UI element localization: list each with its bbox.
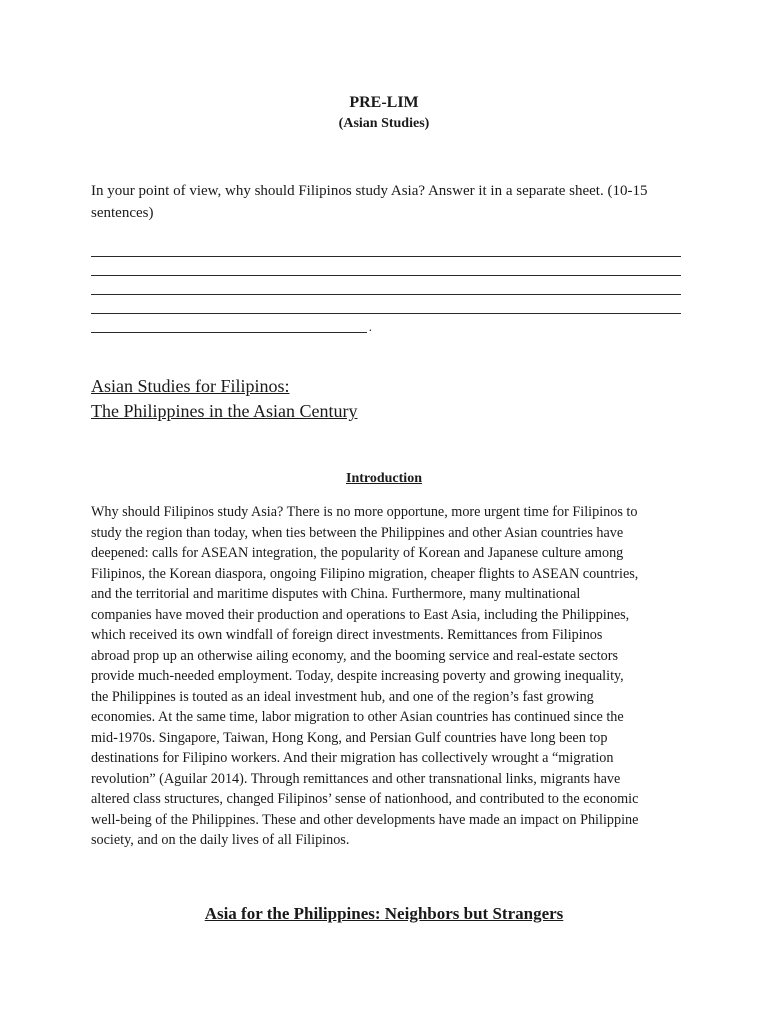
main-heading xyxy=(91,374,357,424)
paragraph-line: Why should Filipinos study Asia? There is no more opportune, more urgent time for Filipinos to xyxy=(91,504,638,520)
page-title: PRE-LIM xyxy=(349,94,419,111)
answer-line xyxy=(91,276,681,295)
answer-line xyxy=(91,257,681,276)
paragraph-line: Filipinos, the Korean diaspora, ongoing Filipino migration, cheaper flights to ASEAN countries, xyxy=(91,565,639,582)
answer-lines xyxy=(91,238,681,333)
paragraph-line: which received its own windfall of foreign direct investments. Remittances from Filipinos xyxy=(91,627,603,643)
paragraph-line: mid-1970s. Singapore, Taiwan, Hong Kong, and Persian Gulf countries have long been top xyxy=(91,729,608,746)
answer-line xyxy=(91,238,681,257)
answer-line xyxy=(91,314,367,333)
paragraph-line: society, and on the daily lives of all Filipinos. xyxy=(91,832,350,848)
exam-question: In your point of view, why should Filipinos study Asia? Answer it in a separate sheet. (10-15 sentences) xyxy=(91,183,648,221)
section-heading: Asia for the Philippines: Neighbors but Strangers xyxy=(204,904,564,923)
paragraph-line: provide much-needed employment. Today, despite increasing poverty and growing inequality, xyxy=(91,668,624,684)
paragraph-line: destinations for Filipino workers. And their migration has collectively wrought a “migration xyxy=(91,750,614,766)
introduction-paragraph xyxy=(91,502,676,851)
paragraph-line: abroad prop up an otherwise ailing economy, and the booming service and real-estate sectors xyxy=(91,647,618,664)
paragraph-line: deepened: calls for ASEAN integration, the popularity of Korean and Japanese culture among xyxy=(91,545,624,561)
answer-line xyxy=(91,295,681,314)
paragraph-line: revolution” (Aguilar 2014). Through remittances and other transnational links, migrants have xyxy=(91,770,621,787)
main-heading-line-1: Asian Studies for Filipinos: xyxy=(91,376,290,396)
paragraph-line: companies have moved their production and operations to East Asia, including the Philippines, xyxy=(91,606,630,623)
paragraph-line: the Philippines is touted as an ideal investment hub, and one of the region’s fast growing xyxy=(91,688,594,705)
paragraph-line: well-being of the Philippines. These and other developments have made an impact on Philippine xyxy=(91,811,639,828)
paragraph-line: and the territorial and maritime disputes with China. Furthermore, many multinational xyxy=(91,586,581,602)
page-subtitle: (Asian Studies) xyxy=(338,116,430,131)
main-heading-line-2: The Philippines in the Asian Century xyxy=(91,401,358,421)
paragraph-line: altered class structures, changed Filipinos’ sense of nationhood, and contributed to the economic xyxy=(91,791,639,807)
paragraph-line: economies. At the same time, labor migration to other Asian countries has continued since the xyxy=(91,709,624,725)
paragraph-line: study the region than today, when ties between the Philippines and other Asian countries have xyxy=(91,524,624,541)
introduction-heading: Introduction xyxy=(346,471,422,486)
